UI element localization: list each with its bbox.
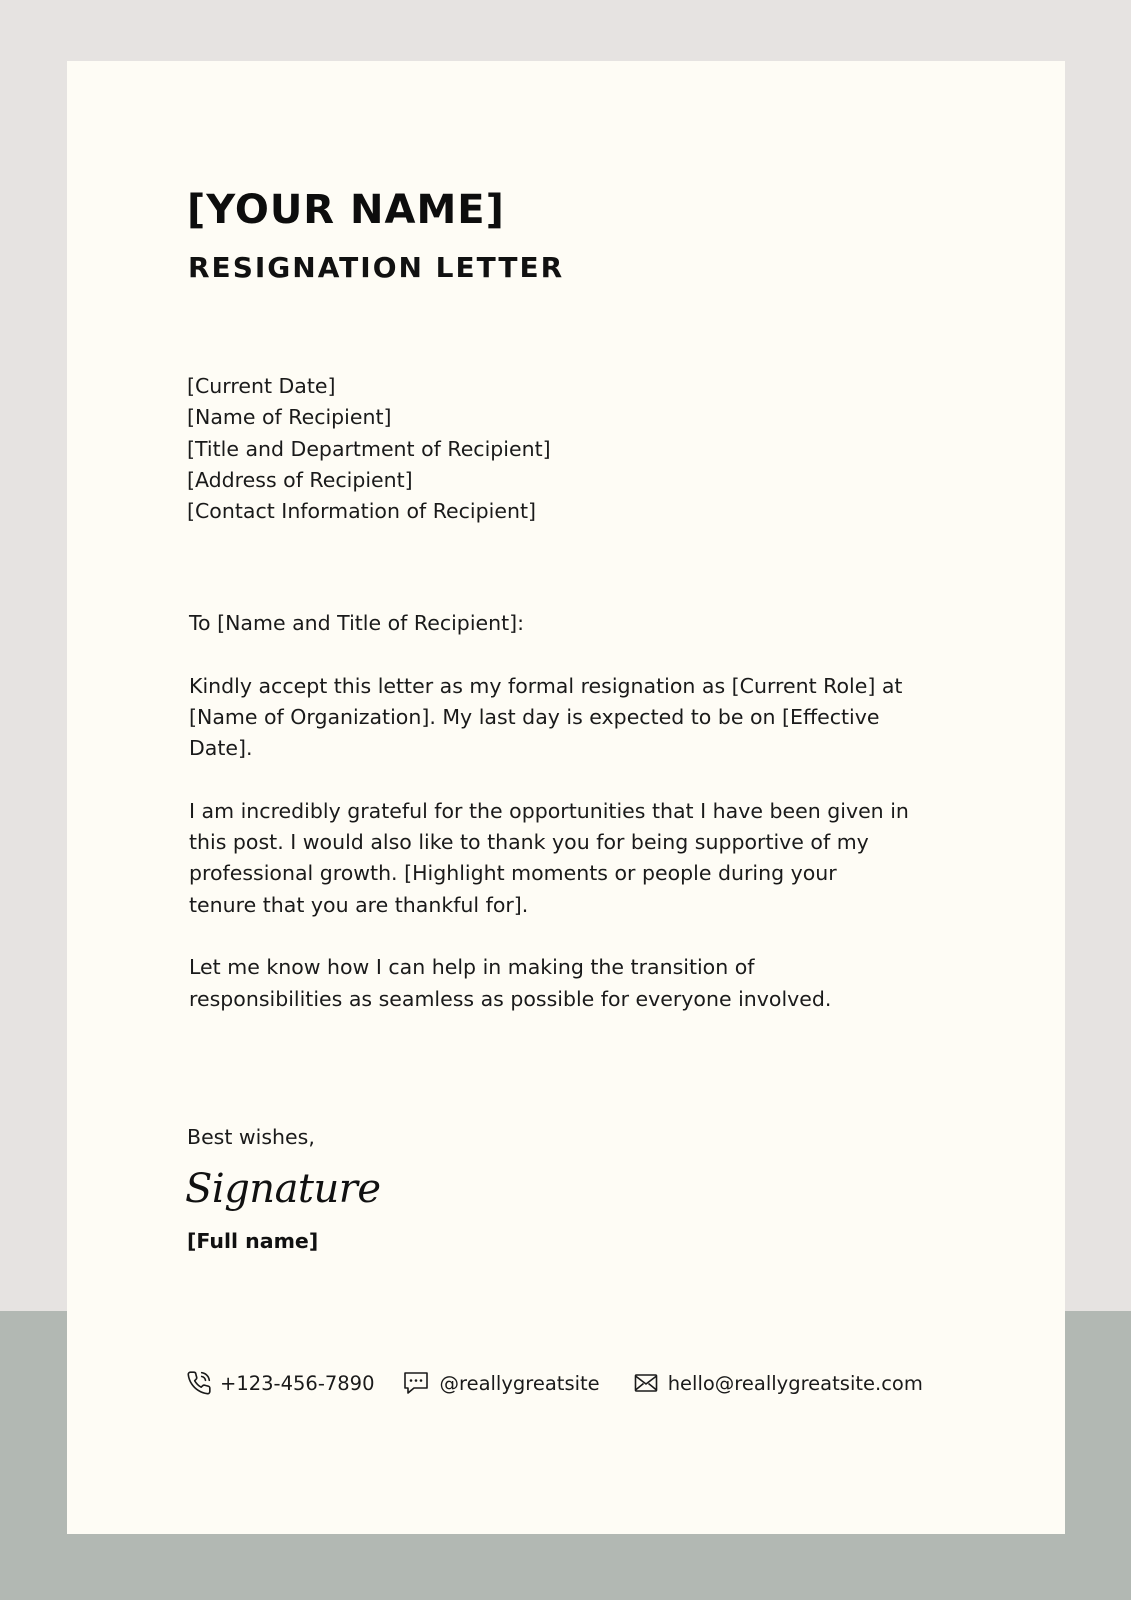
phone-number: +123-456-7890 (220, 1371, 375, 1395)
body-paragraph: Kindly accept this letter as my formal resignation as [Current Role] at [Name of Organization]. My last day is expected to be on [Effective Date]. (189, 673, 903, 761)
recipient-address-block (187, 371, 551, 527)
body-paragraph: Let me know how I can help in making the transition of responsibilities as seamless as possible for everyone involved. (189, 955, 832, 1011)
full-name: [Full name] (187, 1229, 319, 1253)
phone-icon (186, 1370, 212, 1396)
contact-social[interactable] (402, 1370, 599, 1396)
recipient-contact-line: [Contact Information of Recipient] (187, 499, 536, 524)
recipient-name-line: [Name of Recipient] (187, 405, 392, 430)
contact-phone[interactable] (186, 1370, 374, 1396)
contact-email[interactable] (634, 1372, 923, 1395)
contact-footer (186, 1367, 986, 1399)
sender-name-heading: [YOUR NAME] (187, 187, 505, 233)
signature: Signature (185, 1166, 381, 1212)
email-address: hello@reallygreatsite.com (667, 1371, 923, 1395)
current-date-line: [Current Date] (187, 374, 336, 398)
recipient-address-line: [Address of Recipient] (187, 467, 413, 492)
envelope-icon (634, 1373, 658, 1393)
social-handle: @reallygreatsite (439, 1371, 600, 1395)
document-title: RESIGNATION LETTER (188, 251, 565, 284)
letter-body (189, 608, 909, 1046)
closing-line: Best wishes, (187, 1125, 315, 1149)
salutation: To [Name and Title of Recipient]: (189, 611, 525, 635)
chat-bubble-icon (402, 1370, 430, 1396)
body-paragraph: I am incredibly grateful for the opportunities that I have been given in this post. I would also like to thank you for being supportive of my professional growth. [Highlight moments or people during your tenure that you are thankful for]. (189, 798, 909, 917)
recipient-title-line: [Title and Department of Recipient] (187, 436, 551, 461)
